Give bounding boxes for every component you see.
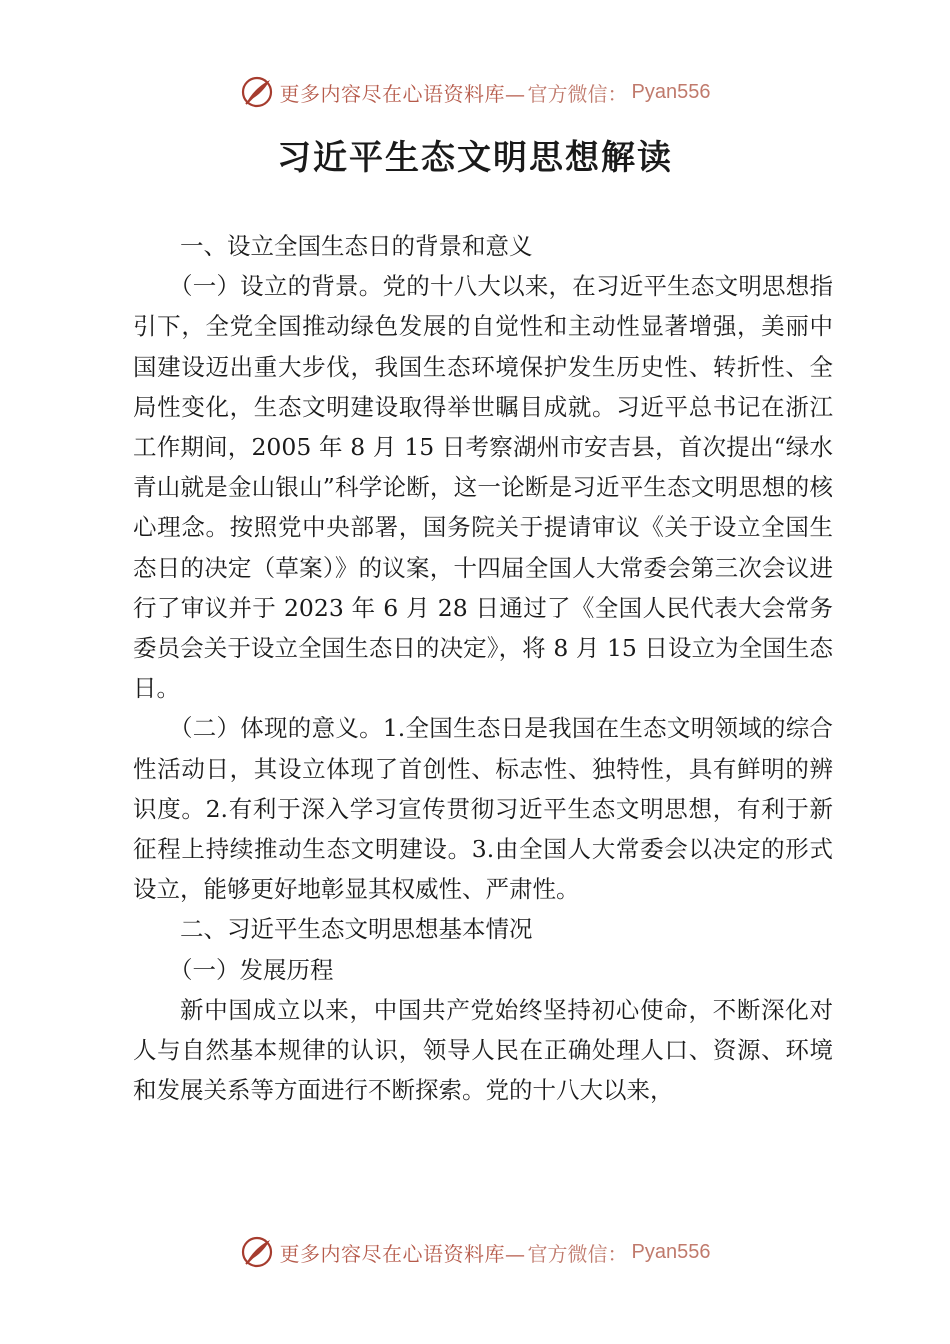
banner-wechat-label: 官方微信： [527,1241,628,1266]
section-heading: 一、设立全国生态日的背景和意义 [180,232,533,260]
feather-logo-icon [240,1235,274,1269]
feather-logo-icon [240,75,274,109]
paragraph: 新中国成立以来，中国共产党始终坚持初心使命，不断深化对人与自然基本规律的认识，领导人民在正确处理人口、资源、环境和发展关系等方面进行不断探索。党的十八大以来， [133,995,833,1105]
document-body [133,226,833,1110]
banner-text: 更多内容尽在心语资料库— [279,1241,526,1266]
section-heading: 二、习近平生态文明思想基本情况 [180,915,533,944]
footer-banner [0,1232,950,1272]
banner-wechat-label: 官方微信： [527,81,628,106]
banner-wechat-id: Pyan556 [631,80,711,103]
banner-text: 更多内容尽在心语资料库— [279,81,526,106]
page-title: 习近平生态文明思想解读 [277,138,673,178]
header-banner [0,72,950,112]
paragraph: （一）设立的背景。党的十八大以来，在习近平生态文明思想指引下，全党全国推动绿色发展的自觉性和主动性显著增强，美丽中国建设迈出重大步伐，我国生态环境保护发生历史性、转折性、全局性变化，生态文明建设取得举世瞩目成就。习近平总书记在浙江工作期间，2005 年 8 月 15 日考察湖州市安吉县，首次提出“绿水青山就是金山银山”科学论断，这一论断是习近平生态文明思想的核心理念。按照党中央部署，国务院关于提请审议《关于设立全国生态日的决定（草案）》的议案，十四届全国人大常委会第三次会议进行了审议并于 2023 年 6 月 28 日通过了《全国人民代表大会常务委员会关于设立全国生态日的决定》，将 8 月 15 日设立为全国生态日。 [133,272,833,703]
banner-wechat-id: Pyan556 [631,1240,711,1263]
paragraph: （二）体现的意义。1.全国生态日是我国在生态文明领域的综合性活动日，其设立体现了首创性、标志性、独特性，具有鲜明的辨识度。2.有利于深入学习宣传贯彻习近平生态文明思想，有利于新征程上持续推动生态文明建设。3.由全国人大常委会以决定的形式设立，能够更好地彰显其权威性、严肃性。 [133,714,833,904]
subsection-heading: （一）发展历程 [169,955,334,984]
